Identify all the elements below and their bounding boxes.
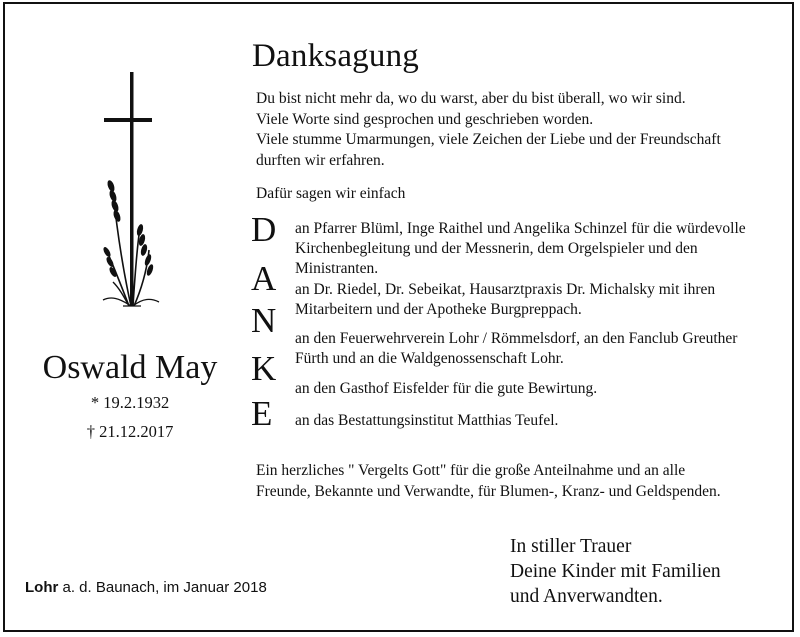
obituary-notice — [3, 2, 794, 632]
danke-item-line: Ministranten. — [295, 260, 379, 277]
intro-line: Dafür sagen wir einfach — [256, 185, 406, 202]
danke-item-line: Kirchenbegleitung und der Messnerin, dem Orgelspieler und den — [295, 240, 698, 257]
place-town: Lohr — [25, 579, 59, 596]
death-date: † 21.12.2017 — [86, 422, 174, 441]
danke-item-line: an den Gasthof Eisfelder für die gute Bewirtung. — [295, 380, 598, 397]
intro-line: durften wir erfahren. — [256, 151, 385, 169]
danke-letter-e: E — [251, 394, 273, 433]
danke-item-n — [295, 329, 737, 369]
danke-letter-n: N — [251, 301, 277, 340]
closing-line: Freunde, Bekannte und Verwandte, für Blumen-, Kranz- und Geldspenden. — [256, 483, 721, 500]
danke-item-line: an das Bestattungsinstitut Matthias Teufel. — [295, 412, 559, 429]
intro-line: Viele Worte sind gesprochen und geschrieben worden. — [256, 110, 594, 128]
intro-text — [256, 89, 721, 205]
danke-letter-a: A — [251, 259, 277, 298]
danke-item-line: Mitarbeitern und der Apotheke Burgpreppach. — [295, 301, 582, 318]
closing-line: Ein herzliches " Vergelts Gott" für die große Anteilnahme und an alle — [256, 462, 686, 479]
danke-item-e — [295, 411, 558, 431]
danke-item-line: an Pfarrer Blüml, Inge Raithel und Angelika Schinzel für die würdevolle — [295, 220, 746, 237]
signature-line: In stiller Trauer — [510, 536, 632, 557]
danke-item-a — [295, 280, 715, 320]
place-date-line — [25, 579, 267, 596]
page-title: Danksagung — [252, 38, 419, 74]
intro-line: Viele stumme Umarmungen, viele Zeichen der Liebe und der Freundschaft — [256, 131, 721, 148]
signature-line: Deine Kinder mit Familien — [510, 561, 721, 582]
danke-item-d — [295, 219, 746, 279]
danke-letter-d: D — [251, 210, 277, 249]
cross-with-wheat-icon — [93, 70, 163, 322]
place-date: a. d. Baunach, im Januar 2018 — [58, 579, 267, 596]
danke-letter-k: K — [251, 349, 277, 388]
deceased-name: Oswald May — [42, 349, 218, 386]
intro-line: Du bist nicht mehr da, wo du warst, aber du bist überall, wo wir sind. — [256, 90, 686, 107]
danke-item-line: an Dr. Riedel, Dr. Sebeikat, Hausarztpraxis Dr. Michalsky mit ihren — [295, 281, 716, 298]
danke-item-line: Fürth und an die Waldgenossenschaft Lohr. — [295, 350, 564, 367]
danke-item-line: an den Feuerwehrverein Lohr / Römmelsdorf, an den Fanclub Greuther — [295, 330, 738, 347]
closing-text — [256, 460, 721, 502]
danke-item-k — [295, 379, 597, 399]
signature-line: und Anverwandten. — [510, 586, 663, 607]
signature-block — [510, 534, 721, 609]
birth-date: * 19.2.1932 — [90, 393, 170, 412]
